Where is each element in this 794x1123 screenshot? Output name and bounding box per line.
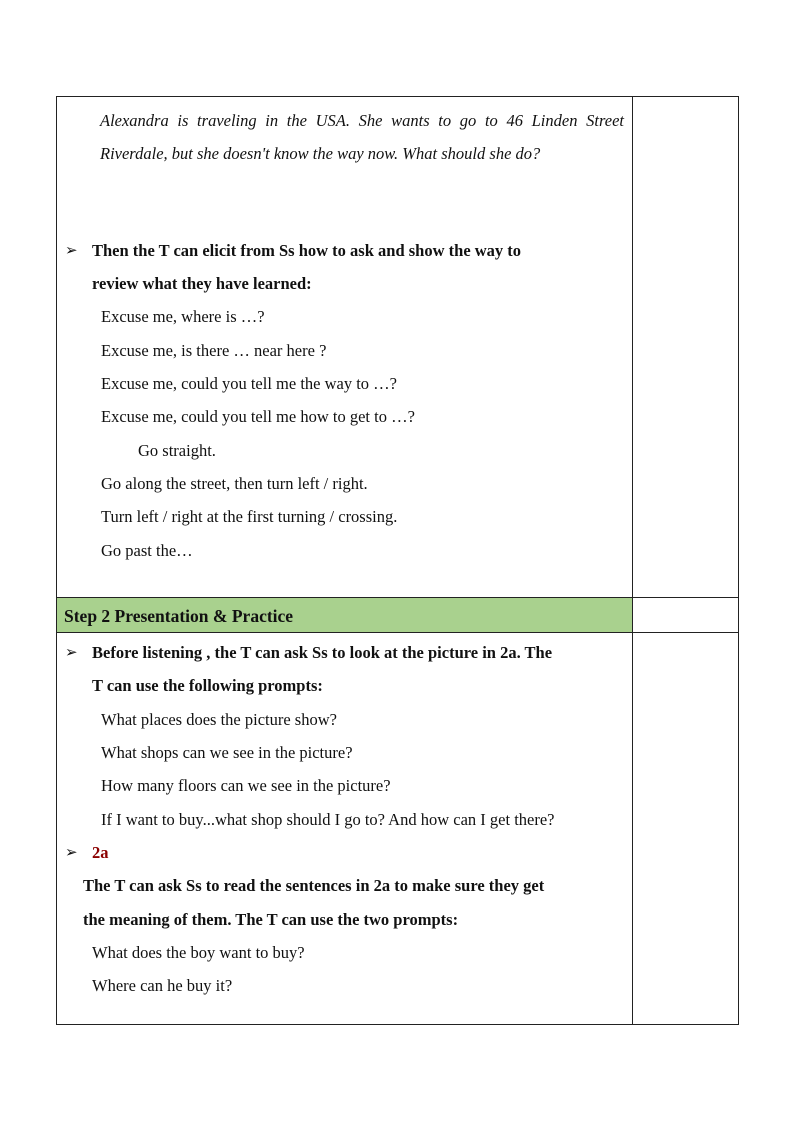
bullet-arrow-icon: ➢ [65,645,78,661]
notes-cell [633,97,739,598]
content-cell [57,633,633,1025]
phrase-line: Go along the street, then turn left / right. [101,474,368,493]
step-heading: Step 2 Presentation & Practice [64,606,294,626]
bullet-text: review what they have learned: [92,274,312,293]
instruction-text: the meaning of them. The T can use the two prompts: [83,910,459,929]
notes-cell [633,598,739,633]
prompt-line: If I want to buy...what shop should I go to? And how can I get there? [101,810,555,829]
table-row [57,97,739,598]
prompt-line: What shops can we see in the picture? [101,743,353,762]
phrase-line: Turn left / right at the first turning / crossing. [101,507,398,526]
prompt-line: How many floors can we see in the picture? [101,776,391,795]
phrase-line: Go past the… [101,541,193,560]
bullet-arrow-icon: ➢ [65,243,78,259]
notes-cell [633,633,739,1025]
bullet-text: Then the T can elicit from Ss how to ask and show the way to [92,241,522,260]
scenario-text: Alexandra is traveling in the USA. She wants to go to 46 Linden Street Riverdale, but she doesn't know the way now. What should she do? [100,111,624,164]
phrase-line: Go straight. [138,441,216,460]
instruction-text: The T can ask Ss to read the sentences in 2a to make sure they get [83,876,545,895]
bullet-arrow-icon: ➢ [65,845,78,861]
phrase-line: Excuse me, is there … near here ? [101,341,327,360]
question-line: Where can he buy it? [92,976,233,995]
bullet-text: T can use the following prompts: [92,676,323,695]
phrase-line: Excuse me, could you tell me how to get to …? [101,407,415,426]
question-line: What does the boy want to buy? [92,943,305,962]
prompt-line: What places does the picture show? [101,710,337,729]
bullet-text: Before listening , the T can ask Ss to look at the picture in 2a. The [92,643,553,662]
content-cell [57,97,633,598]
step-heading-cell [57,598,633,633]
table-row [57,633,739,1025]
phrase-line: Excuse me, could you tell me the way to …? [101,374,398,393]
phrase-line: Excuse me, where is …? [101,307,265,326]
activity-label: 2a [92,843,109,862]
lesson-plan-table [56,96,739,1025]
table-row [57,598,739,633]
